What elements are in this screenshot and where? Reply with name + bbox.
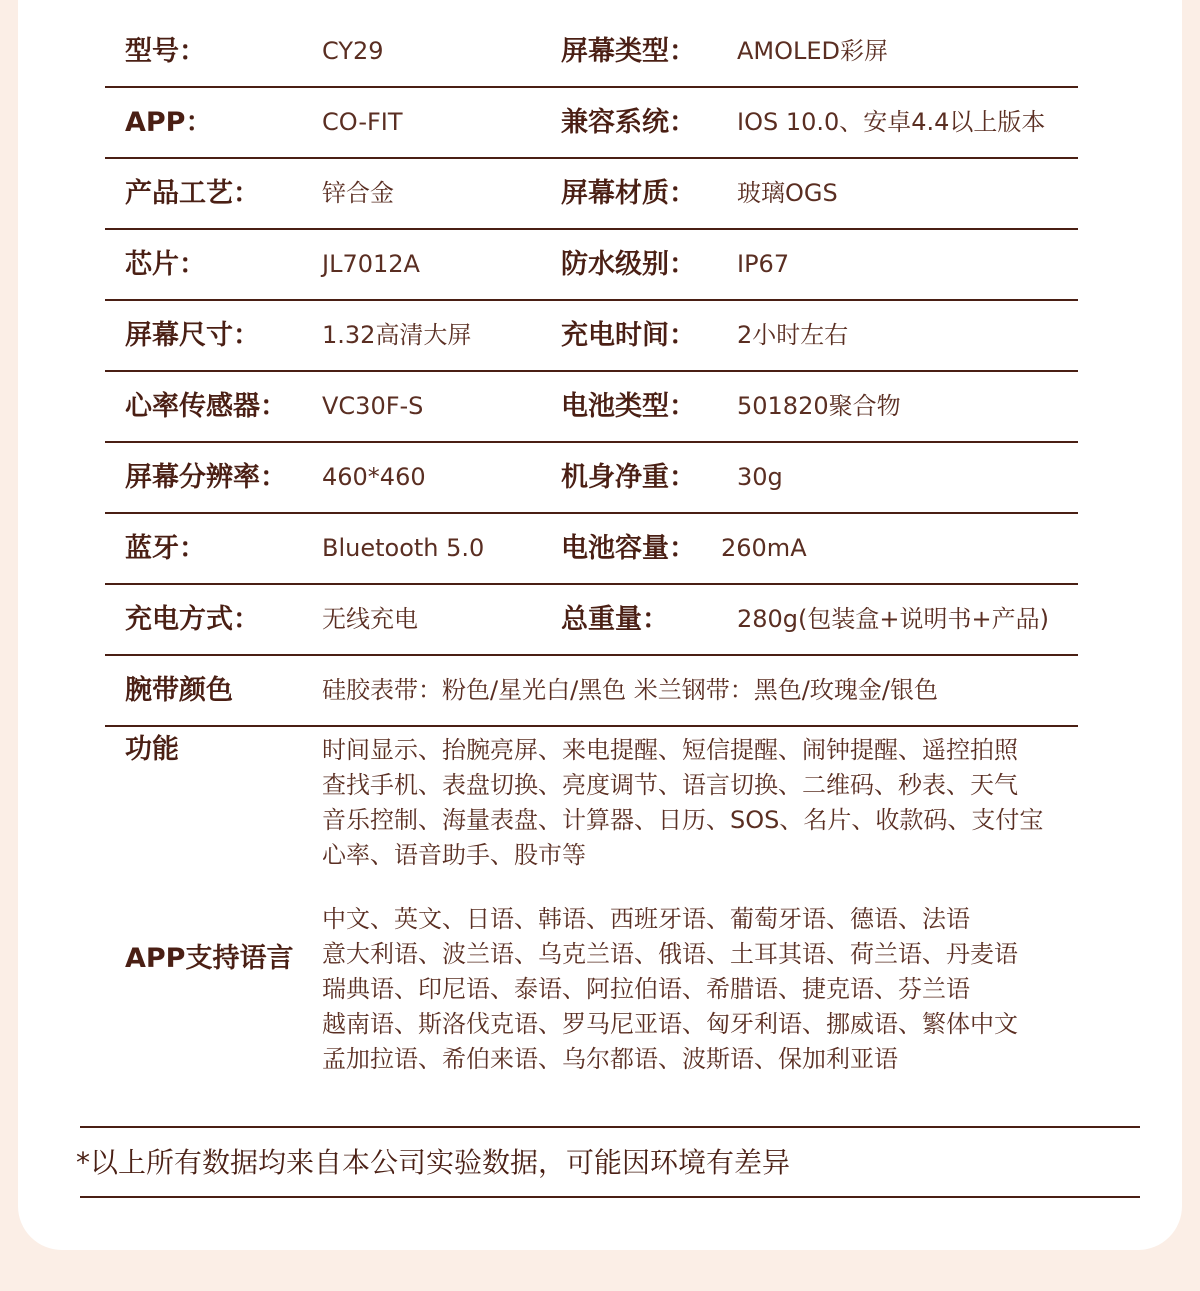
spec-value: JL7012A — [322, 250, 420, 278]
spec-label: 屏幕尺寸： — [125, 320, 260, 351]
spec-label: 产品工艺： — [125, 178, 260, 209]
spec-row-resolution — [105, 443, 1078, 514]
footnote: *以上所有数据均来自本公司实验数据，可能因环境有差异 — [76, 1146, 791, 1179]
spec-value: 锌合金 — [322, 179, 394, 207]
spec-label: 屏幕类型： — [561, 36, 696, 67]
languages-list — [322, 902, 1018, 1077]
spec-label: 总重量： — [561, 604, 669, 635]
footnote-top-divider — [80, 1126, 1140, 1128]
spec-value: 30g — [737, 463, 783, 491]
spec-value: IP67 — [737, 250, 790, 278]
languages-line: 瑞典语、印尼语、泰语、阿拉伯语、希腊语、捷克语、芬兰语 — [322, 975, 970, 1003]
spec-label: 充电时间： — [561, 320, 696, 351]
spec-row-heart-sensor — [105, 372, 1078, 443]
spec-label: 防水级别： — [561, 249, 696, 280]
spec-label: 机身净重： — [561, 462, 696, 493]
languages-line: 意大利语、波兰语、乌克兰语、俄语、土耳其语、荷兰语、丹麦语 — [322, 940, 1018, 968]
spec-value: 460*460 — [322, 463, 426, 491]
spec-label: 蓝牙： — [125, 533, 206, 564]
spec-table — [105, 17, 1078, 727]
functions-line: 查找手机、表盘切换、亮度调节、语言切换、二维码、秒表、天气 — [322, 771, 1018, 799]
functions-list — [322, 733, 1043, 873]
spec-label: 芯片： — [125, 249, 206, 280]
spec-value: AMOLED彩屏 — [737, 37, 889, 65]
spec-value: 501820聚合物 — [737, 392, 901, 420]
spec-label: APP： — [125, 107, 213, 138]
spec-label: 屏幕材质： — [561, 178, 696, 209]
spec-label: 电池容量： — [561, 533, 696, 564]
spec-label: 电池类型： — [561, 391, 696, 422]
spec-value: CO-FIT — [322, 108, 403, 136]
spec-row-screen-size — [105, 301, 1078, 372]
spec-label: 心率传感器： — [125, 391, 287, 422]
footnote-bottom-divider — [80, 1196, 1140, 1198]
spec-row-app — [105, 88, 1078, 159]
spec-value: 硅胶表带：粉色/星光白/黑色 米兰钢带：黑色/玫瑰金/银色 — [322, 676, 938, 704]
spec-value: 260mA — [721, 534, 807, 562]
spec-value: IOS 10.0、安卓4.4以上版本 — [737, 108, 1046, 136]
spec-row-charging — [105, 585, 1078, 656]
spec-row-strap — [105, 656, 1078, 727]
spec-value: 280g(包装盒+说明书+产品) — [737, 605, 1049, 633]
spec-label: 型号： — [125, 36, 206, 67]
functions-line: 音乐控制、海量表盘、计算器、日历、SOS、名片、收款码、支付宝 — [322, 806, 1044, 834]
languages-line: 越南语、斯洛伐克语、罗马尼亚语、匈牙利语、挪威语、繁体中文 — [322, 1010, 1018, 1038]
functions-line: 时间显示、抬腕亮屏、来电提醒、短信提醒、闹钟提醒、遥控拍照 — [322, 736, 1018, 764]
spec-row-chip — [105, 230, 1078, 301]
spec-row-model — [105, 17, 1078, 88]
languages-line: 中文、英文、日语、韩语、西班牙语、葡萄牙语、德语、法语 — [322, 905, 970, 933]
spec-row-craft — [105, 159, 1078, 230]
spec-value: 无线充电 — [322, 605, 418, 633]
spec-label: 充电方式： — [125, 604, 260, 635]
spec-value: Bluetooth 5.0 — [322, 534, 485, 562]
spec-row-bluetooth — [105, 514, 1078, 585]
spec-value: VC30F-S — [322, 392, 424, 420]
functions-line: 心率、语音助手、股市等 — [322, 841, 586, 869]
languages-label: APP支持语言 — [125, 943, 294, 974]
spec-value: 2小时左右 — [737, 321, 849, 349]
languages-line: 孟加拉语、希伯来语、乌尔都语、波斯语、保加利亚语 — [322, 1045, 898, 1073]
spec-label: 兼容系统： — [561, 107, 696, 138]
spec-label: 屏幕分辨率： — [125, 462, 287, 493]
spec-label: 腕带颜色 — [125, 675, 233, 706]
spec-value: 1.32高清大屏 — [322, 321, 472, 349]
spec-value: CY29 — [322, 37, 384, 65]
functions-label: 功能 — [125, 734, 179, 765]
spec-value: 玻璃OGS — [737, 179, 838, 207]
